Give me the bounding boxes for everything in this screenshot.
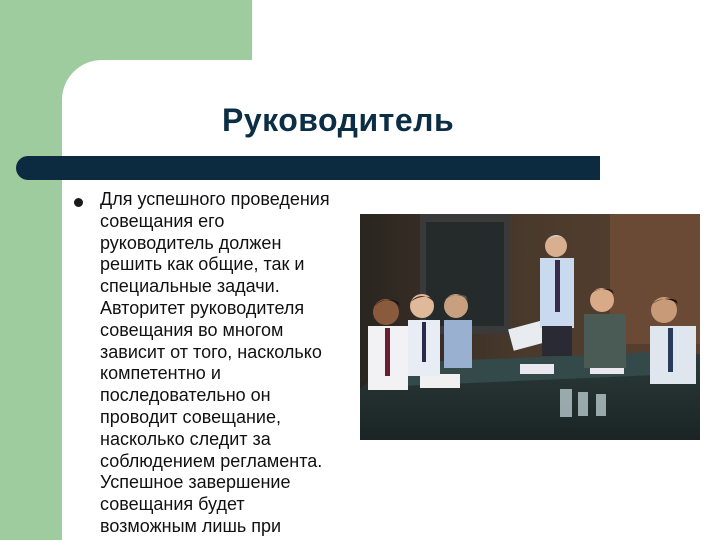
meeting-photo (360, 214, 700, 440)
title-divider-bar (16, 156, 600, 180)
body-text: Для успешного проведения совещания его руководитель должен решить как общие, так и специальные задачи. Авторитет руководителя совещания во многом зависит от того, насколько компетентно и последовательно он проводит совещание, насколько следит за соблюдением регламента. Успешное завершение совещания будет возможным лишь при (100, 189, 330, 536)
slide-title: Руководитель (222, 102, 455, 138)
bullet-icon (74, 198, 83, 207)
